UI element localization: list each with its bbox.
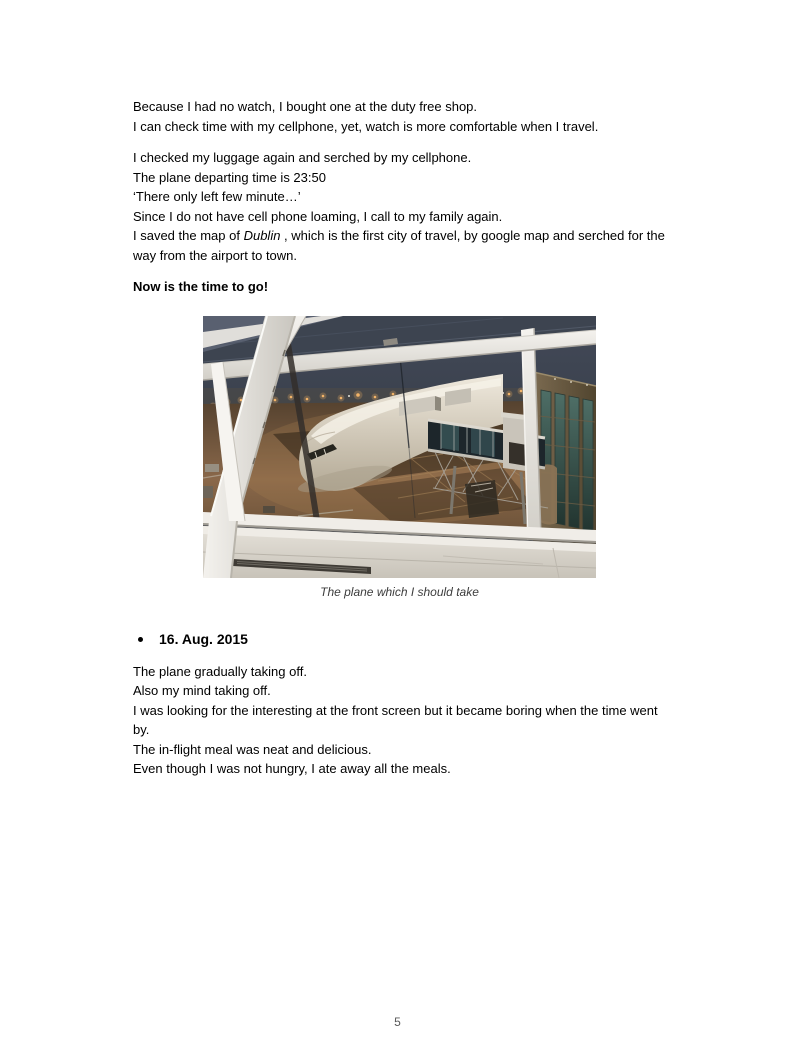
text-line: The plane departing time is 23:50 (133, 169, 326, 185)
paragraph-takeoff (133, 662, 666, 779)
text-line: Also my mind taking off. (133, 683, 271, 698)
photo-caption: The plane which I should take (320, 584, 479, 599)
text-line: ‘There only left few minute…’ (133, 189, 301, 204)
paragraph-luggage (133, 148, 666, 265)
plane-photo (203, 316, 596, 578)
bullet-icon (138, 637, 143, 642)
text-line-map (133, 226, 666, 265)
paragraph-watch (133, 97, 666, 136)
heading-now-is-the-time: Now is the time to go! (133, 279, 269, 294)
text-line: Since I do not have cell phone loaming, I call to my family again. (133, 208, 503, 224)
document-body (133, 97, 666, 779)
page-number: 5 (394, 1015, 401, 1029)
map-sentence-after: , which is the first city of travel, by google map and serched for the way from the airport to town. (133, 228, 665, 263)
text-line: The in-flight meal was neat and delicious. (133, 741, 372, 757)
date-list-item (133, 629, 666, 649)
photo-figure (133, 316, 666, 601)
text-line: Even though I was not hungry, I ate away all the meals. (133, 761, 451, 776)
text-line: The plane gradually taking off. (133, 663, 307, 679)
map-sentence-before: I saved the map of (133, 228, 244, 243)
dublin-italic: Dublin (243, 228, 281, 243)
text-line: Because I had no watch, I bought one at the duty free shop. (133, 99, 478, 114)
text-line: I checked my luggage again and serched by my cellphone. (133, 150, 472, 165)
date-heading: 16. Aug. 2015 (159, 630, 248, 647)
text-line: I was looking for the interesting at the front screen but it became boring when the time went by. (133, 702, 658, 737)
text-line: I can check time with my cellphone, yet, watch is more comfortable when I travel. (133, 118, 599, 134)
